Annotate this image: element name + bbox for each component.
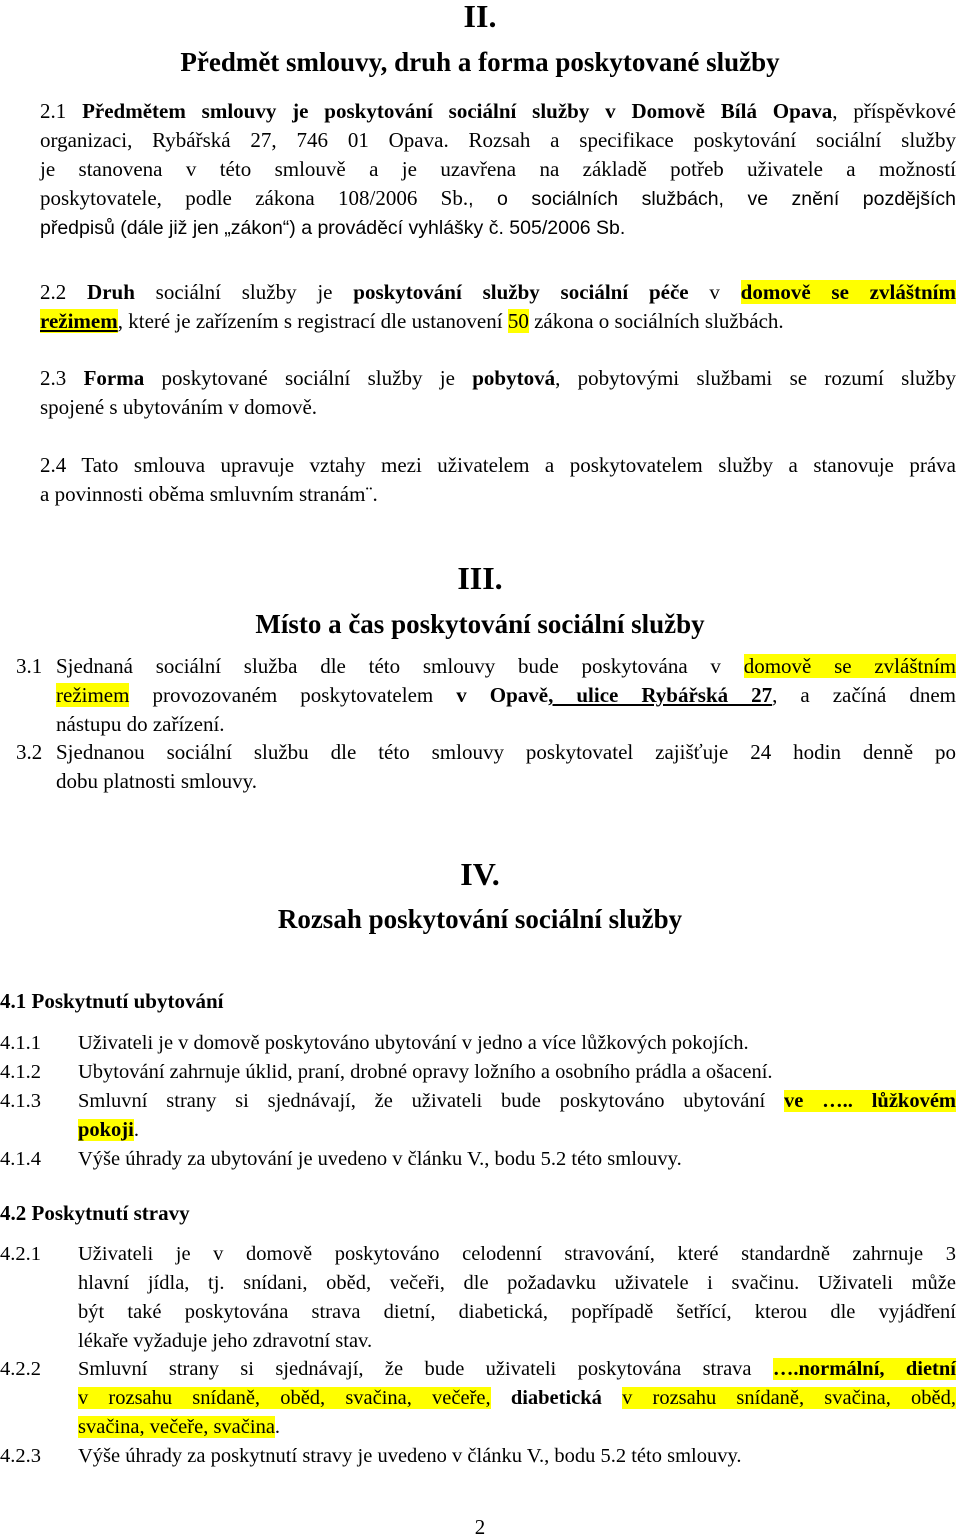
item-number: 4.1.2 [0,1061,41,1083]
highlighted-text: domově se zvláštním [740,280,957,304]
paragraph-3-2: 3.2 Sjednanou sociální službu dle této smlouvy poskytovatel zajišťuje 24 hodin denně po dobu platnosti smlouvy. [16,738,956,796]
text-line: nástupu do zařízení. [56,712,225,736]
section-2-title: Předmět smlouvy, druh a forma poskytované služby [180,47,780,77]
highlighted-text: v rozsahu snídaně, svačina, oběd, [622,1387,957,1409]
paragraph-number: 3.1 [16,654,43,678]
item-text: Uživateli je v domově poskytováno ubytování v jedno a více lůžkových pokojích. [78,1032,749,1054]
paragraph-number: 2.4 [40,453,67,477]
item-number: 4.2.2 [0,1358,41,1380]
text-line: , o sociálních službách, ve znění pozdějších [468,188,956,210]
item-number: 4.1.3 [0,1090,41,1112]
list-item-4-2-1 [0,1240,956,1356]
paragraph-2-4: 2.4 Tato smlouva upravuje vztahy mezi uživatelem a poskytovatelem služby a stanovuje práva a povinnosti oběma smluvním stranám¨. [40,451,956,509]
item-number: 4.2.3 [0,1445,41,1467]
paragraph-number: 2.1 [40,99,67,123]
item-number: 4.1.1 [0,1032,41,1054]
list-item-4-2-2 [0,1355,956,1442]
page-number: 2 [474,1515,486,1539]
paragraph-2-1: 2.1 Předmětem smlouvy je poskytování sociální služby v Domově Bílá Opava, příspěvkové organizaci, Rybářská 27, 746 01 Opava. Rozsah a specifikace poskytování sociální služby je stanovena v této smlouvě a je uzavřena na základě potřeb uživatele a možností poskytovatele, podle zákona 108/2006 Sb., o sociálních službách, ve znění pozdějších předpisů (dále již jen „zákon“) a prováděcí vyhlášky č. 505/2006 Sb. [40,99,956,239]
highlighted-text: 50 [507,309,529,333]
text-line: dobu platnosti smlouvy. [56,769,258,793]
section-3-number: III. [457,560,503,596]
list-item-4-1-1 [0,1029,956,1058]
section-4-title: Rozsah poskytování sociální služby [277,904,683,934]
section-3-title: Místo a čas poskytování sociální služby [255,609,705,639]
highlighted-text: režimem [56,683,130,707]
item-text: Výše úhrady za ubytování je uvedeno v článku V., bodu 5.2 této smlouvy. [78,1148,682,1170]
paragraph-number: 3.2 [16,740,43,764]
item-number: 4.1.4 [0,1148,41,1170]
list-item-4-1-3 [0,1087,956,1145]
paragraph-2-3: 2.3 Forma poskytované sociální služby je pobytová, pobytovými službami se rozumí služby spojené s ubytováním v domově. [40,364,956,422]
text-line: a povinnosti oběma smluvním stranám¨. [40,482,378,506]
subsection-4-2-heading: 4.2 Poskytnutí stravy [0,1201,190,1225]
list-item-4-1-4 [0,1145,956,1174]
paragraph-3-1: 3.1 Sjednaná sociální služba dle této smlouvy bude poskytována v domově se zvláštním režimem provozovaném poskytovatelem v Opavě, ulice Rybářská 27, a začíná dnem nástupu do zařízení. [16,652,956,739]
highlighted-text: domově se zvláštním [743,654,956,678]
highlighted-text: režimem [40,309,118,333]
item-text: Smluvní strany si sjednávají, že bude uživateli poskytována strava ….normální, dietní v rozsahu snídaně, oběd, svačina, večeře, diabetická v rozsahu snídaně, svačina, oběd, svačina, večeře, svačina. [78,1358,957,1438]
text-line: předpisů (dále již jen „zákon“) a prováděcí vyhlášky č. [40,217,510,239]
item-text: Výše úhrady za poskytnutí stravy je uvedeno v článku V., bodu 5.2 této smlouvy. [78,1445,742,1467]
item-text: Uživateli je v domově poskytováno celodenní stravování, které standardně zahrnuje 3 hlavní jídla, tj. snídani, oběd, večeři, dle požadavku uživatele i svačinu. Uživateli může být také poskytována strava dietní, diabetická, popřípadě šetřící, kterou dle vyjádření lékaře vyžaduje jeho zdravotní stav. [78,1243,956,1352]
highlighted-text: svačina, večeře, svačina [78,1416,275,1438]
text-line: spojené s ubytováním v domově. [40,395,318,419]
highlighted-text: pokoji [78,1119,134,1141]
list-item-4-2-3 [0,1442,956,1471]
text-line: organizaci, Rybářská 27, 746 01 Opava. Rozsah a specifikace poskytování sociální služby [40,128,956,152]
bold-text: Předmětem smlouvy je poskytování sociální služby v Domově Bílá Opava [82,99,833,123]
paragraph-number: 2.2 [40,280,67,304]
subsection-4-1-heading: 4.1 Poskytnutí ubytování [0,989,224,1013]
item-text: Ubytování zahrnuje úklid, praní, drobné opravy ložního a osobního prádla a ošacení. [78,1061,773,1083]
highlighted-text: ve ….. lůžkovém [784,1090,956,1112]
item-text: Smluvní strany si sjednávají, že uživateli bude poskytováno ubytování ve ….. lůžkovém pokoji. [78,1090,956,1141]
section-4-number: IV. [460,856,500,892]
list-item-4-1-2 [0,1058,956,1087]
section-2-number: II. [463,0,497,34]
paragraph-2-2: 2.2 Druh sociální služby je poskytování služby sociální péče v domově se zvláštním režimem, které je zařízením s registrací dle ustanovení 50 zákona o sociálních službách. [40,280,957,333]
highlighted-text: v rozsahu snídaně, oběd, svačina, večeře, [78,1387,491,1409]
text-line: je stanovena v této smlouvě a je uzavřena na základě potřeb uživatele a možností [40,157,956,181]
text-line: poskytovatele, podle zákona 108/2006 Sb. [40,186,469,210]
item-number: 4.2.1 [0,1243,41,1265]
paragraph-number: 2.3 [40,366,67,390]
highlighted-text: ….normální, dietní [772,1358,956,1380]
